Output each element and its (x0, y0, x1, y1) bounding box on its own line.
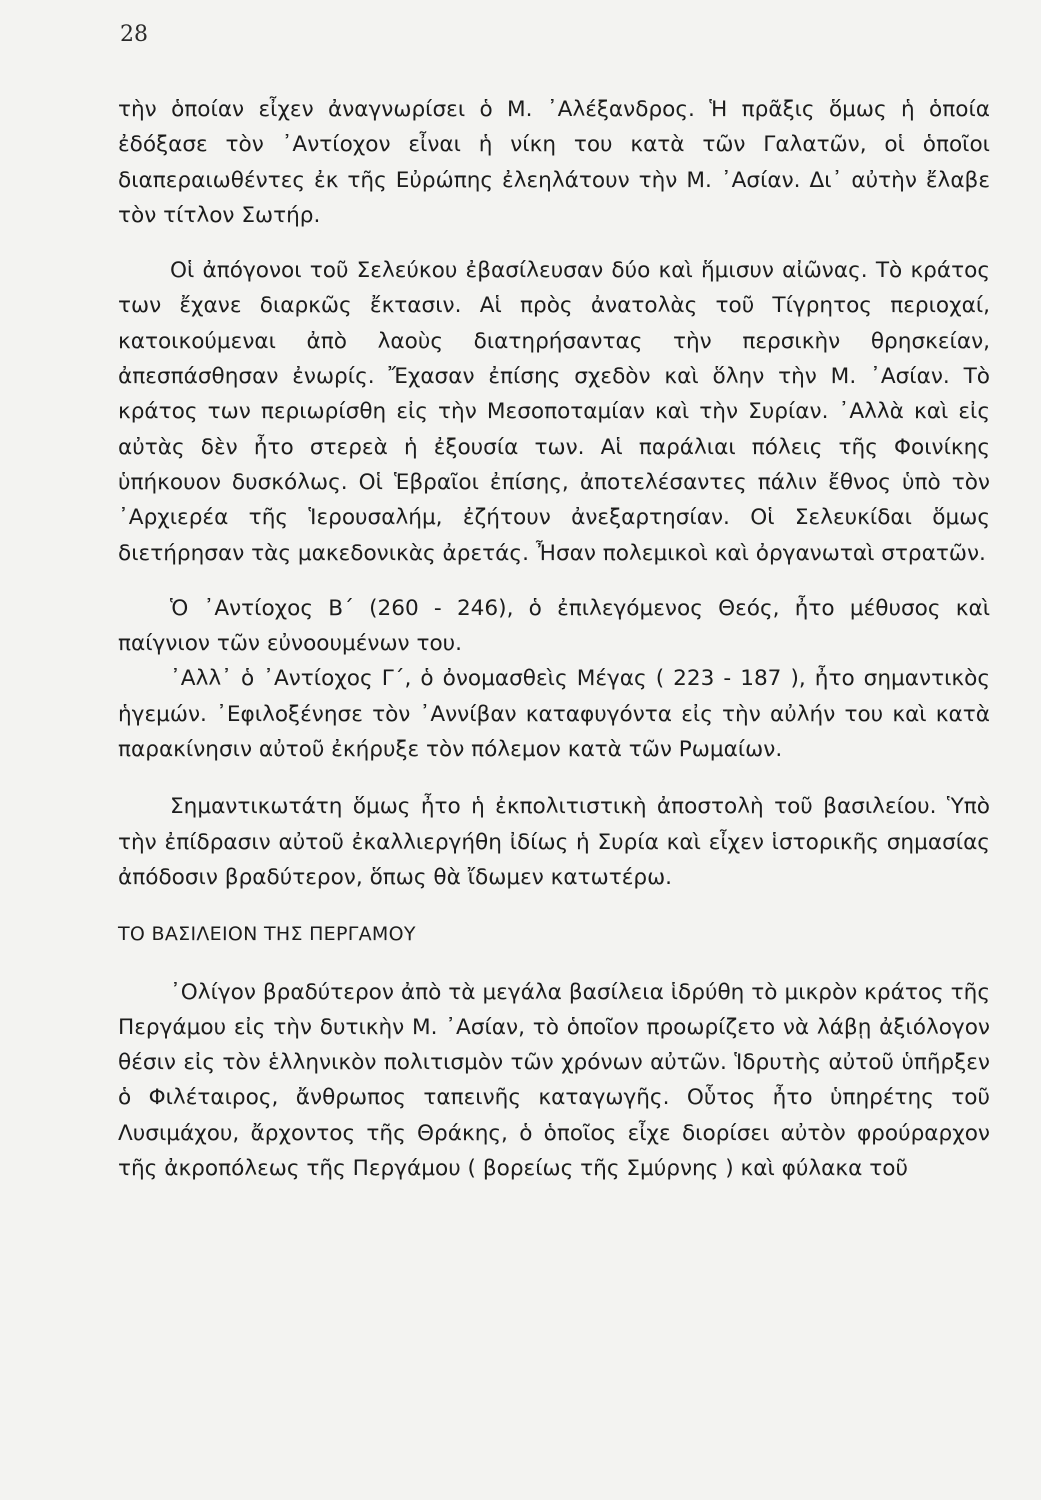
paragraph-5: Σημαντικωτάτη ὅμως ἦτο ἡ ἐκπολιτιστικὴ ἀποστολὴ τοῦ βασιλείου. Ὑπὸ τὴν ἐπίδρασιν αὐτοῦ ἐκαλλιεργήθη ἰδίως ἡ Συρία καὶ εἶχεν ἱστορικῆς σημασίας ἀπόδοσιν βραδύτερον, ὅπως θὰ ἴδωμεν κατωτέρω. (118, 794, 990, 890)
body-text (118, 92, 990, 1186)
section-heading: ΤΟ ΒΑΣΙΛΕΙΟΝ ΤΗΣ ΠΕΡΓΑΜΟΥ (118, 923, 416, 946)
paragraph-1: τὴν ὁποίαν εἶχεν ἀναγνωρίσει ὁ Μ. ᾿Αλέξανδρος. Ἡ πρᾶξις ὅμως ἡ ὁποία ἐδόξασε τὸν ᾿Αντίοχον εἶναι ἡ νίκη του κατὰ τῶν Γαλατῶν, οἱ ὁποῖοι διαπεραιωθέντες ἐκ τῆς Εὐρώπης ἐλεηλάτουν τὴν Μ. ᾿Ασίαν. Δι᾿ αὐτὴν ἔλαβε τὸν τίτλον Σωτήρ. (118, 97, 990, 228)
paragraph-4: ᾿Αλλ᾿ ὁ ᾿Αντίοχος Γ΄, ὁ ὀνομασθεὶς Μέγας ( 223 - 187 ), ἦτο σημαντικὸς ἡγεμών. ᾿Εφιλοξένησε τὸν ᾿Αννίβαν καταφυγόντα εἰς τὴν αὐλήν του καὶ κατὰ παρακίνησιν αὐτοῦ ἐκήρυξε τὸν πόλεμον κατὰ τῶν Ρωμαίων. (118, 666, 990, 763)
page-number: 28 (120, 22, 148, 47)
paragraph-6: ᾿Ολίγον βραδύτερον ἀπὸ τὰ μεγάλα βασίλεια ἱδρύθη τὸ μικρὸν κράτος τῆς Περγάμου εἰς τὴν δυτικὴν Μ. ᾿Ασίαν, τὸ ὁποῖον προωρίζετο νὰ λάβῃ ἀξιόλογον θέσιν εἰς τὸν ἑλληνικὸν πολιτισμὸν τῶν χρόνων αὐτῶν. Ἱδρυτὴς αὐτοῦ ὑπῆρξεν ὁ Φιλέταιρος, ἄνθρωπος ταπεινῆς καταγωγῆς. Οὗτος ἦτο ὑπηρέτης τοῦ Λυσιμάχου, ἄρχοντος τῆς Θράκης, ὁ ὁποῖος εἶχε διορίσει αὐτὸν φρούραρχον τῆς ἀκροπόλεως τῆς Περγάμου ( βορείως τῆς Σμύρνης ) καὶ φύλακα τοῦ (118, 979, 990, 1182)
paragraph-3: Ὁ ᾿Αντίοχος Β΄ (260 - 246), ὁ ἐπιλεγόμενος Θεός, ἦτο μέθυσος καὶ παίγνιον τῶν εὐνοουμένων του. (118, 595, 990, 657)
paragraph-2: Οἱ ἀπόγονοι τοῦ Σελεύκου ἐβασίλευσαν δύο καὶ ἥμισυν αἰῶνας. Τὸ κράτος των ἔχανε διαρκῶς ἔκτασιν. Αἱ πρὸς ἀνατολὰς τοῦ Τίγρητος περιοχαί, κατοικούμεναι ἀπὸ λαοὺς διατηρήσαντας τὴν περσικὴν θρησκείαν, ἀπεσπάσθησαν ἐνωρίς. Ἔχασαν ἐπίσης σχεδὸν καὶ ὅλην τὴν Μ. ᾿Ασίαν. Τὸ κράτος των περιωρίσθη εἰς τὴν Μεσοποταμίαν καὶ τὴν Συρίαν. ᾿Αλλὰ καὶ εἰς αὐτὰς δὲν ἦτο στερεὰ ἡ ἐξουσία των. Αἱ παράλιαι πόλεις τῆς Φοινίκης ὑπήκουον δυσκόλως. Οἱ Ἑβραῖοι ἐπίσης, ἀποτελέσαντες πάλιν ἔθνος ὑπὸ τὸν ᾿Αρχιερέα τῆς Ἱερουσαλήμ, ἐζήτουν ἀνεξαρτησίαν. Οἱ Σελευκίδαι ὅμως διετήρησαν τὰς μακεδονικὰς ἀρετάς. Ἦσαν πολεμικοὶ καὶ ὀργανωταὶ στρατῶν. (118, 258, 990, 566)
